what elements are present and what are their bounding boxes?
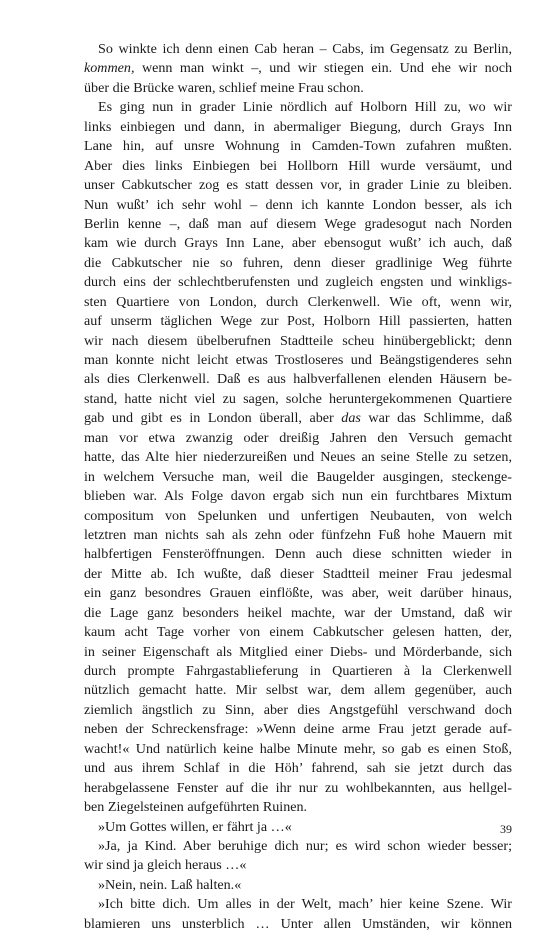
text-line: Lane hin, auf unsre Wohnung in Camden-Town zufahren mußten.: [84, 138, 512, 155]
text-line: ben Ziegelsteinen aufgeführten Ruinen.: [84, 799, 308, 816]
text-line: ziemlich ängstlich zu Sinn, aber dies Angstgefühl verschwand doch: [84, 701, 512, 718]
text-line: auf unserm täglichen Wege zur Post, Holborn Hill passierten, hatten: [84, 313, 512, 330]
text-line: herabgelassene Fenster auf die ihr nur zu wohlbekannten, aus hellgel-: [84, 779, 512, 796]
text-line: der Mitte ab. Ich wußte, daß dieser Stadtteil meiner Frau jedesmal: [84, 565, 512, 582]
text-line: die Lage ganz besonders heikel machte, war der Umstand, daß wir: [84, 604, 512, 621]
text-line: compositum von Spelunken und unfertigen Neubauten, von welch: [84, 507, 512, 524]
text-line: man vor etwa zwanzig oder dreißig Jahren den Versuch gemacht: [84, 429, 512, 446]
text-line: ein ganz besondres Grauen einflößte, was aber, weit darüber hinaus,: [84, 585, 512, 602]
text-segment: war das Schlimme, daß: [360, 410, 512, 427]
page-number: 39: [500, 822, 512, 836]
text-line: man konnte nicht leicht etwas Trostloseres und Beängstigenderes sehn: [84, 352, 512, 368]
text-line: durch prompte Fahrgastablieferung in Quartieren à la Clerkenwell: [84, 663, 512, 679]
text-line: kam wie durch Grays Inn Lane, aber ebensogut wußt’ ich auch, daß: [84, 235, 512, 252]
text-line: kaum acht Tage vorher von einem Cabkutscher gelesen hatten, der,: [84, 624, 512, 641]
text-line: So winkte ich denn einen Cab heran – Cabs, im Gegensatz zu Berlin,: [98, 41, 512, 57]
text-line: in seiner Eigenschaft als Mitglied einer Diebs- und Mörderbande, sich: [84, 643, 512, 660]
text-line: letztren man nichts sah als zehn oder fünfzehn Fuß hohe Mauern mit: [84, 526, 512, 543]
text-line: durch eins der schlechtberufensten und zugleich engsten und winkligs-: [84, 274, 512, 291]
text-line: Es ging nun in grader Linie nördlich auf Holborn Hill zu, wo wir: [98, 99, 512, 116]
text-line: wir sind ja gleich heraus …«: [84, 857, 247, 874]
text-line: unser Cabkutscher zog es statt dessen vor, in grader Linie zu bleiben.: [84, 177, 512, 194]
text-segment: gab und gibt es in London überall, aber: [84, 410, 342, 427]
text-line: blamieren uns unsterblich … Unter allen Umständen, wir können: [84, 915, 512, 932]
text-line: Aber dies links Einbiegen bei Hollborn Hill wurde versäumt, und: [84, 157, 512, 174]
text-line: »Ja, ja Kind. Aber beruhige dich nur; es wird schon wieder besser;: [98, 837, 512, 854]
text-line: die Cabkutscher nie so fuhren, denn dieser gradlinige Weg führte: [84, 254, 512, 271]
italic-emphasis: das: [341, 410, 361, 427]
text-line: stand, hatte nicht viel zu sagen, solche heruntergekommenen Quartiere: [84, 390, 512, 407]
text-line: halbfertigen Fensteröffnungen. Denn auch diese schnitten wieder in: [84, 546, 512, 563]
text-line: links einbiegen und dann, in abermaliger Biegung, durch Grays Inn: [84, 118, 512, 135]
text-line: [84, 409, 512, 428]
text-line: und aus ihrem Schlaf in die Höh’ fahrend, sah sie jetzt durch das: [84, 760, 512, 777]
text-line: wacht!« Und natürlich keine halbe Minute mehr, so gab es einen Stoß,: [84, 740, 512, 757]
text-line: wir nach diesem übelberufnen Stadtteile scheu hinübergeblickt; denn: [84, 332, 512, 349]
text-line: »Um Gottes willen, er fährt ja …«: [98, 818, 292, 835]
text-line: »Nein, nein. Laß halten.«: [98, 876, 242, 893]
body-text: [84, 40, 512, 934]
text-line: Nun wußt’ ich sehr wohl – denn ich kannte London besser, als ich: [84, 196, 512, 213]
text-line: sten Quartiere von London, durch Clerkenwell. Wie oft, wenn wir,: [84, 293, 512, 310]
text-line: Berlin kenne –, daß man auf diesem Wege gradesogut nach Norden: [84, 215, 512, 232]
text-line: neben der Schreckensfrage: »Wenn deine arme Frau jetzt gerade auf-: [84, 721, 512, 738]
text-line: hatte, das Alte hier niederzureißen und Neues an seine Stelle zu setzen,: [84, 449, 512, 466]
text-line: über die Brücke waren, schlief meine Frau schon.: [84, 79, 364, 96]
text-line: [84, 59, 512, 78]
text-line: in welchem Versuche man, weil die Baugelder ausgingen, steckenge-: [84, 468, 512, 485]
text-line: blieben war. Als Folge davon ergab sich nun ein furchtbares Mixtum: [84, 488, 512, 505]
text-line: nützlich gemacht hatte. Mir selbst war, dem allem gegenüber, auch: [84, 682, 512, 699]
text-line: »Ich bitte dich. Um alles in der Welt, mach’ hier keine Szene. Wir: [98, 896, 512, 913]
italic-emphasis: kommen,: [84, 60, 135, 77]
text-segment: wenn man winkt –, und wir stiegen ein. Und ehe wir noch: [134, 60, 512, 77]
text-line: als dies Clerkenwell. Daß es aus halbverfallenen elenden Häusern be-: [84, 371, 512, 388]
